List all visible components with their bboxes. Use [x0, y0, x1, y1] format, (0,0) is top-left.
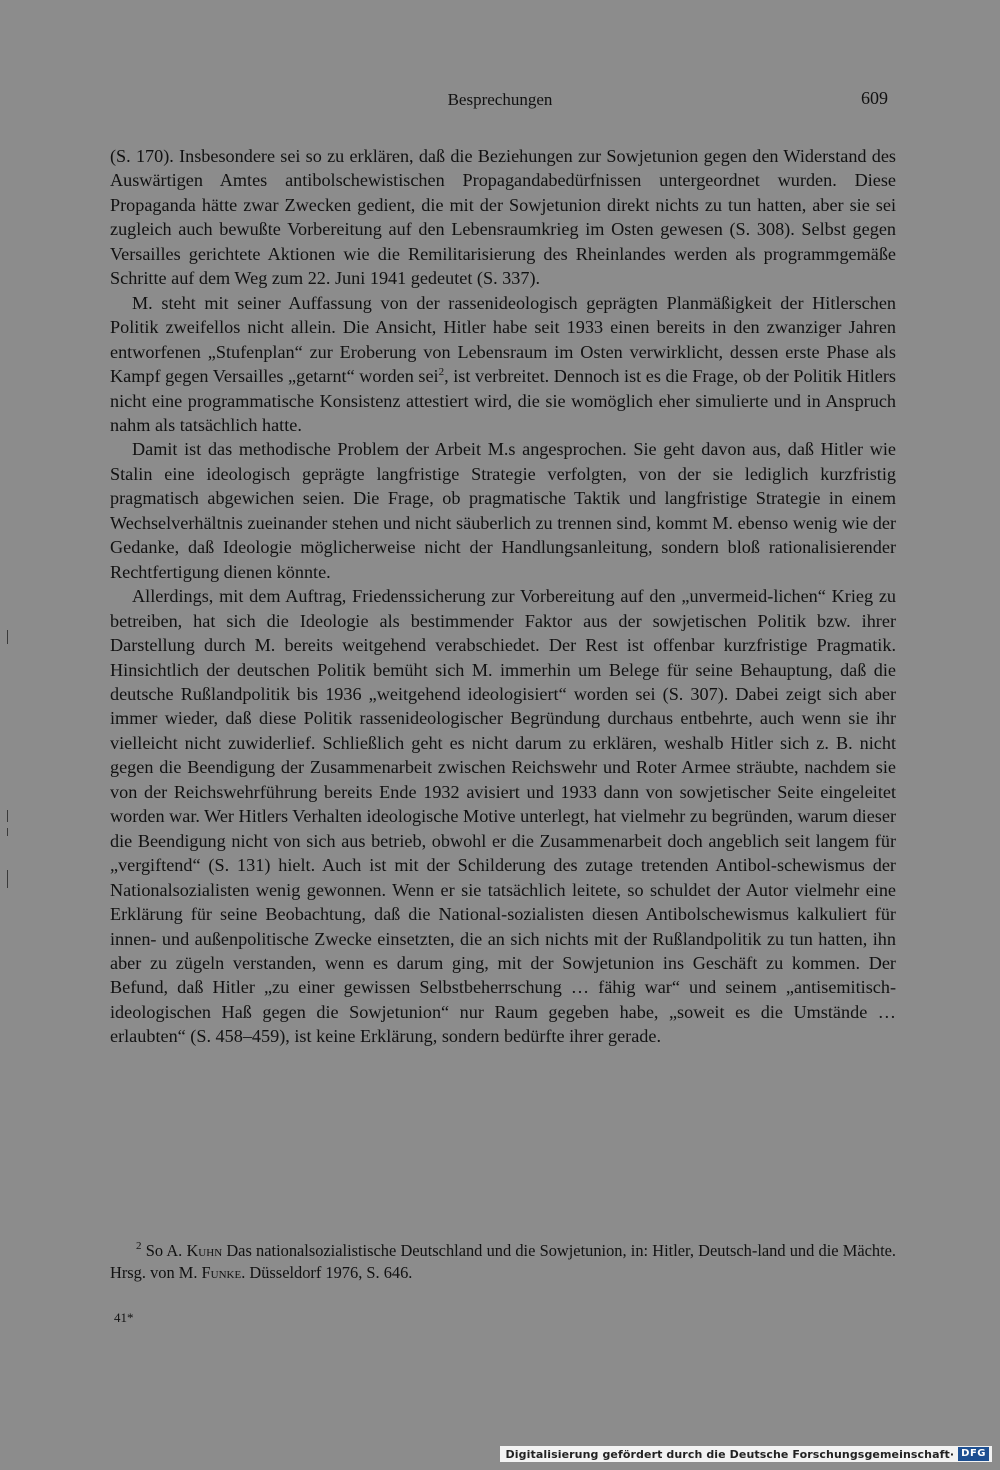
paragraph-text: M. steht mit seiner Auffassung von der rassenideologisch geprägten Planmäßigkeit der Hitlerschen Politik zweifellos nicht allein. Die Ansicht, Hitler habe seit 1933 einen bereits in den zwanziger Jahren entworfenen „Stufenplan“ zur Eroberung von Lebensraum im Osten verwirklicht, dessen erste Phase als Kampf gegen Versailles „getarnt“ worden sei: [110, 292, 896, 387]
dfg-logo-icon: DFG: [958, 1447, 989, 1461]
margin-mark: [7, 810, 8, 822]
page-number: 609: [861, 88, 888, 108]
paragraph: Damit ist das methodische Problem der Arbeit M.s angesprochen. Sie geht davon aus, daß Hitler wie Stalin eine ideologisch geprägte langfristige Strategie verfolgten, von der sie lediglich kurzfristig pragmatisch abgewichen seien. Die Frage, ob pragmatische Taktik und langfristige Strategie in einem Wechselverhältnis zueinander stehen und nicht säuberlich zu trennen sind, kommt M. ebenso wenig wie der Gedanke, daß Ideologie möglicherweise nicht der Handlungsanleitung, sondern bloß rationalisierender Rechtfertigung dienen könnte.: [110, 439, 896, 582]
margin-mark: [7, 828, 8, 836]
page-header: [110, 88, 890, 114]
footnote-segment: So A.: [141, 1241, 187, 1260]
paragraph: [110, 291, 896, 438]
footnote: [110, 1240, 896, 1284]
footnote-reference: 2: [438, 366, 445, 379]
margin-mark: [7, 630, 8, 644]
footer-separator: ·: [949, 1447, 955, 1461]
footnote-segment: . Düsseldorf 1976, S. 646.: [241, 1263, 413, 1282]
signature-mark: 41*: [114, 1310, 134, 1325]
footnote-author: Kuhn: [186, 1241, 223, 1260]
paragraph: (S. 170). Insbesondere sei so zu erklären, daß die Beziehungen zur Sowjetunion gegen den Widerstand des Auswärtigen Amtes antibolschewistischen Propagandabedürfnissen untergeordnet wurden. Diese Propaganda hätte zwar Zwecken gedient, die mit der Sowjetunion direkt nichts zu tun hatten, aber sie sei zugleich auch bewußte Vorbereitung auf den Lebensraumkrieg im Osten gewesen (S. 308). Selbst gegen Versailles gerichtete Aktionen wie die Remilitarisierung des Rheinlandes werden als programmgemäße Schritte auf dem Weg zum 22. Juni 1941 gedeutet (S. 337).: [110, 146, 896, 289]
margin-mark: [7, 870, 8, 888]
footnote-editor: Funke: [201, 1263, 242, 1282]
footnote-text: [110, 1240, 896, 1284]
running-title: Besprechungen: [447, 90, 553, 109]
footnote-marker: 2: [136, 1240, 142, 1252]
paragraph-text: , ist verbreitet. Dennoch ist es die Frage, ob der Politik Hitlers nicht eine programmatische Konsistenz attestiert wird, die sie womöglich eher simulierte und in Anspruch nahm als tatsächlich hatte.: [110, 366, 896, 435]
footer-text: Digitalisierung gefördert durch die Deutsche Forschungsgemeinschaft: [505, 1447, 950, 1461]
body-text: [110, 144, 896, 1049]
paragraph: Allerdings, mit dem Auftrag, Friedenssicherung zur Vorbereitung auf den „unvermeid-lichen“ Krieg zu betreiben, hat sich die Ideologie als bestimmender Faktor aus der sowjetischen Politik bzw. ihrer Darstellung durch M. bereits weitgehend verabschiedet. Der Rest ist offenbar kurzfristige Pragmatik. Hinsichtlich der deutschen Politik bemüht sich M. immerhin um Belege für seine Behauptung, daß die deutsche Rußlandpolitik bis 1936 „weitgehend ideologisiert“ worden sei (S. 307). Dabei zeigt sich aber immer wieder, daß diese Politik rassenideologischer Begründung durchaus entbehrte, auch wenn sie ihr vielleicht nicht zuwiderlief. Schließlich geht es nicht darum zu erklären, weshalb Hitler sich z. B. nicht gegen die Beendigung der Zusammenarbeit zwischen Reichswehr und Roter Armee sträubte, nachdem sie von der Reichswehrführung bereits Ende 1932 avisiert und 1933 dann von sowjetischer Seite eingeleitet worden war. Wer Hitlers Verhalten ideologische Motive unterlegt, hat vielmehr zu begründen, warum dieser die Beendigung nicht von sich aus betrieb, obwohl er die Zusammenarbeit doch angeblich seit langem für „vergiftend“ (S. 131) hielt. Auch ist mit der Schilderung des zutage tretenden Antibol-schewismus der Nationalsozialisten wenig gewonnen. Wenn er sie tatsächlich leitete, so schuldet der Autor vielmehr eine Erklärung für seine Beobachtung, daß die National-sozialisten diesen Antibolschewismus kalkuliert für innen- und außenpolitische Zwecke einsetzten, die an sich nichts mit der Rußlandpolitik zu tun hatten, ihn aber zu zügeln verstanden, wenn es darum ging, mit der Sowjetunion ins Geschäft zu kommen. Der Befund, daß Hitler „zu einer gewissen Selbstbeherrschung … fähig war“ und seinem „antisemitisch-ideologischen Haß gegen die Sowjetunion“ nur Raum gegeben habe, „soweit es die Umstände … erlaubten“ (S. 458–459), ist keine Erklärung, sondern bedürfte ihrer gerade.: [110, 586, 896, 1047]
footnote-segment: Das nationalsozialistische Deutschland und die Sowjetunion, in: Hitler, Deutsch-land und die Mächte. Hrsg. von M.: [110, 1241, 897, 1282]
footer-bar: [500, 1446, 992, 1462]
